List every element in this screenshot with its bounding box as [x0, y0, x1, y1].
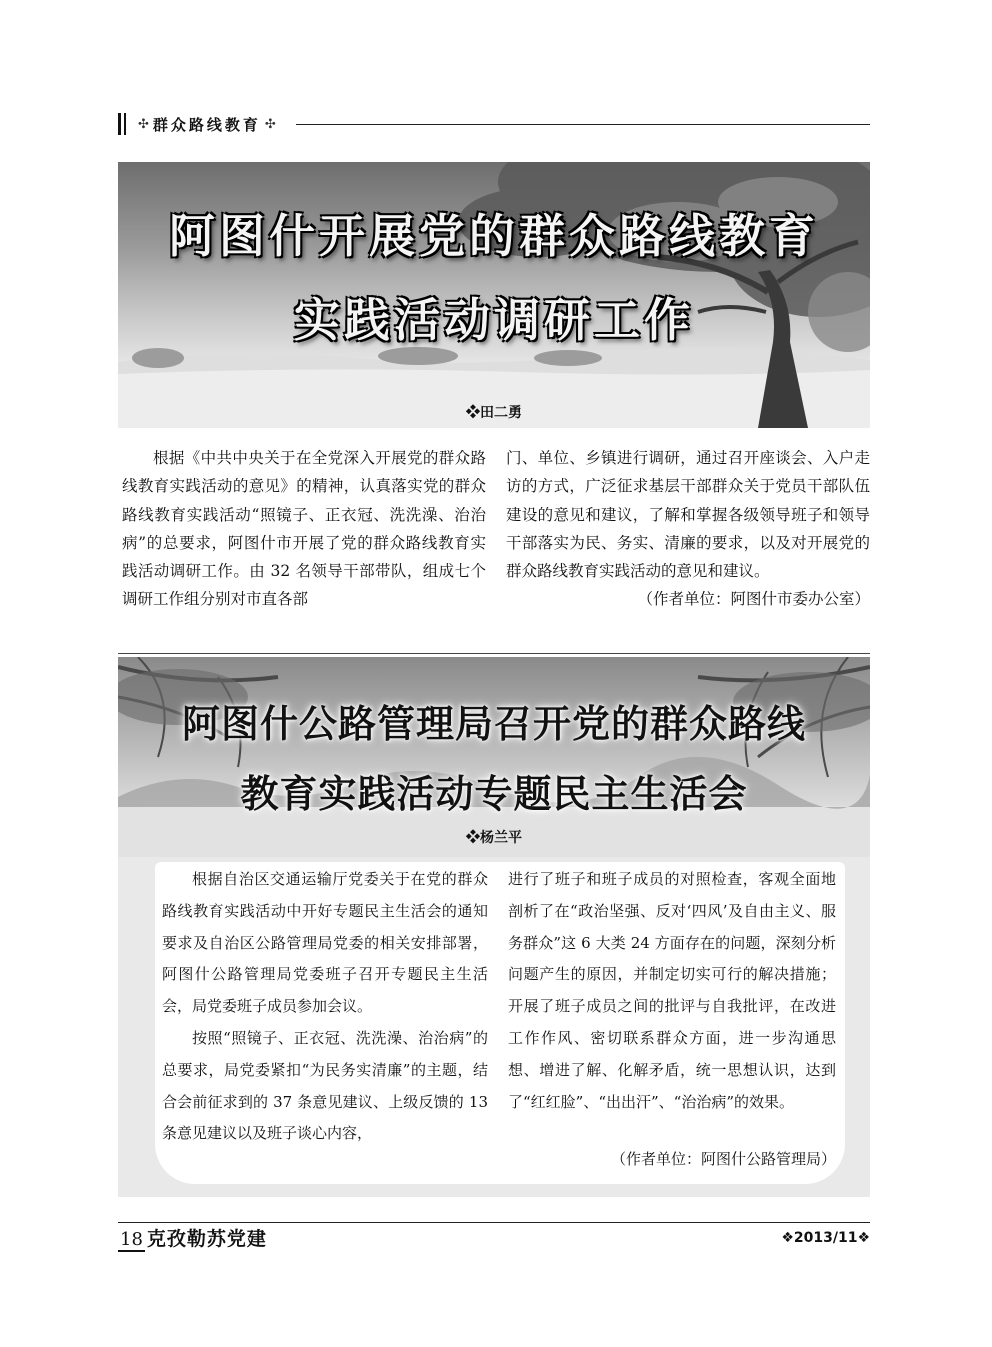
section-title: 群众路线教育: [152, 115, 261, 134]
header-bar-decoration-thin: [124, 113, 126, 135]
ornament-icon: ✣: [138, 116, 149, 132]
header-bar-decoration: [118, 113, 121, 135]
article1-column-left: [122, 444, 486, 614]
article1-column-right: [506, 444, 870, 614]
article2-title-line1: 阿图什公路管理局召开党的群众路线: [181, 702, 806, 746]
article1-paragraph-continued: 门、单位、乡镇进行调研，通过召开座谈会、入户走访的方式，广泛征求基层干部群众关于党员干部队伍建设的意见和建议，了解和掌握各级领导班子和领导干部落实为民、务实、清廉的要求，以及对开展党的群众路线教育实践活动的意见和建议。: [506, 449, 870, 581]
article2-author: ❖杨兰平: [466, 830, 522, 846]
article1-banner: [118, 162, 870, 428]
article1-author: ❖田二勇: [466, 405, 522, 421]
article1-paragraph: 根据《中共中央关于在全党深入开展党的群众路线教育实践活动的意见》的精神，认真落实党的群众路线教育实践活动“照镜子、正衣冠、洗洗澡、治治病”的总要求，阿图什市开展了党的群众路线教育实践活动调研工作。由 32 名领导干部带队，组成七个调研工作组分别对市直各部: [122, 449, 486, 609]
article2-affiliation: （作者单位：阿图什公路管理局）: [610, 1150, 836, 1168]
article2-banner: [118, 657, 870, 857]
article2-paragraph-continued: 进行了班子和班子成员的对照检查，客观全面地剖析了在“政治坚强、反对‘四风’及自由主义、服务群众”这 6 大类 24 方面存在的问题，深刻分析问题产生的原因，并制定切实可行的解决措施；开展了班子成员之间的批评与自我批评，在改进工作作风、密切联系群众方面，进一步沟通思想、增进了解、化解矛盾，统一思想认识，达到了“红红脸”、“出出汗”、“治治病”的效果。: [508, 870, 836, 1111]
magazine-name: 克孜勒苏党建: [146, 1228, 267, 1250]
footer-rule: [118, 1222, 870, 1223]
section-rule: [296, 124, 870, 125]
section-header: [118, 112, 280, 136]
footer-left: [118, 1224, 267, 1252]
article2-title-line2: 教育实践活动专题民主生活会: [240, 772, 748, 816]
page-number: 18: [120, 1229, 143, 1250]
issue-number: ❖2013/11❖: [781, 1230, 870, 1246]
article1-affiliation: （作者单位：阿图什市委办公室）: [637, 590, 870, 609]
article1-title-line1: 阿图什开展党的群众路线教育: [169, 209, 819, 263]
article2-column-left: [162, 864, 488, 1150]
article2-paragraph1: 根据自治区交通运输厅党委关于在党的群众路线教育实践活动中开好专题民主生活会的通知要求及自治区公路管理局党委的相关安排部署，阿图什公路管理局党委班子召开专题民主生活会，局党委班子成员参加会议。: [162, 870, 488, 1016]
article-divider: [118, 653, 870, 654]
article2-column-right: [508, 864, 836, 1118]
article2-paragraph2: 按照“照镜子、正衣冠、洗洗澡、治治病”的总要求，局党委紧扣“为民务实清廉”的主题，结合会前征求到的 37 条意见建议、上级反馈的 13 条意见建议以及班子谈心内容，: [162, 1028, 488, 1143]
article1-title-line2: 实践活动调研工作: [294, 293, 694, 347]
ornament-icon: ✣: [264, 116, 276, 132]
